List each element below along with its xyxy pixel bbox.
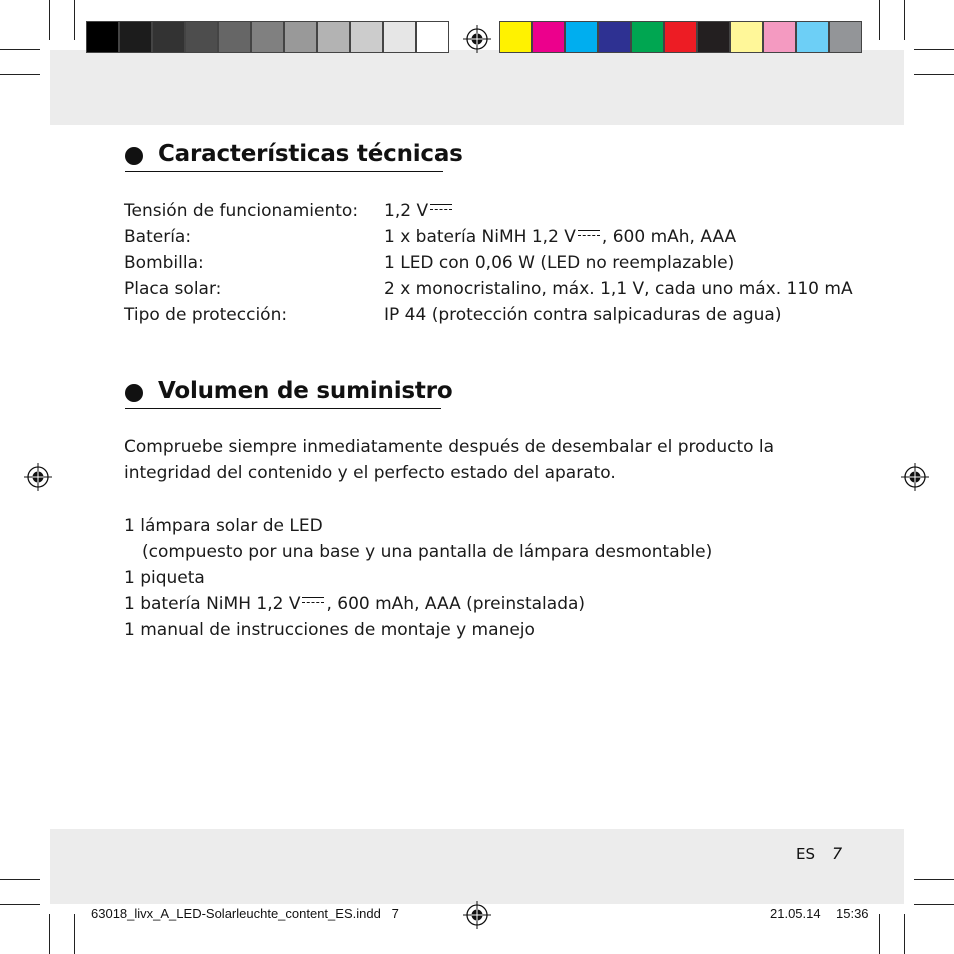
color-swatch xyxy=(383,21,416,53)
section-title-contents: Volumen de suministro xyxy=(158,378,453,404)
color-swatches xyxy=(499,21,862,55)
registration-mark-icon xyxy=(901,463,929,491)
crop-mark xyxy=(49,0,50,40)
spec-value: 1 LED con 0,06 W (LED no reemplazable) xyxy=(384,253,735,273)
crop-mark xyxy=(914,879,954,880)
color-swatch xyxy=(499,21,532,53)
color-swatch xyxy=(598,21,631,53)
list-item-sub: (compuesto por una base y una pantalla de lámpara desmontable) xyxy=(142,542,713,562)
spec-label: Batería: xyxy=(124,227,192,247)
spec-label: Bombilla: xyxy=(124,253,204,273)
crop-mark xyxy=(879,914,880,954)
spec-value: 2 x monocristalino, máx. 1,1 V, cada uno máx. 110 mA xyxy=(384,279,853,299)
section-title-specs: Características técnicas xyxy=(158,141,463,167)
page-language: ES xyxy=(796,845,815,863)
bottom-band xyxy=(50,829,904,904)
color-swatch xyxy=(730,21,763,53)
color-swatch xyxy=(284,21,317,53)
spec-label: Placa solar: xyxy=(124,279,222,299)
crop-mark xyxy=(914,49,954,50)
top-band xyxy=(50,50,904,125)
spec-value: 1,2 V xyxy=(384,198,454,224)
spec-label: Tipo de protección: xyxy=(124,305,288,325)
crop-mark xyxy=(74,914,75,954)
slug-filename: 63018_livx_A_LED-Solarleuchte_content_ES.indd 7 xyxy=(91,906,399,921)
color-swatch xyxy=(532,21,565,53)
color-swatch xyxy=(119,21,152,53)
spec-value: 1 x batería NiMH 1,2 V , 600 mAh, AAA xyxy=(384,227,737,247)
crop-mark xyxy=(0,879,40,880)
section-bullet-icon xyxy=(125,384,143,402)
crop-mark xyxy=(914,74,954,75)
section-title-underline xyxy=(125,408,441,409)
color-swatch xyxy=(829,21,862,53)
color-swatch xyxy=(631,21,664,53)
crop-mark xyxy=(914,904,954,905)
color-swatch xyxy=(664,21,697,53)
section-bullet-icon xyxy=(125,147,143,165)
color-swatch xyxy=(565,21,598,53)
color-swatch xyxy=(350,21,383,53)
registration-mark-icon xyxy=(463,901,491,929)
color-swatch xyxy=(763,21,796,53)
crop-mark xyxy=(0,49,40,50)
slug-date: 21.05.14 xyxy=(770,906,821,921)
page-number: 7 xyxy=(832,844,843,863)
crop-mark xyxy=(0,74,40,75)
slug-time: 15:36 xyxy=(836,906,869,921)
list-item: 1 lámpara solar de LED xyxy=(124,516,323,536)
dc-symbol-icon xyxy=(578,230,600,240)
section-title-underline xyxy=(125,171,443,172)
intro-line: integridad del contenido y el perfecto estado del aparato. xyxy=(124,463,616,483)
color-swatch xyxy=(218,21,251,53)
color-swatch xyxy=(86,21,119,53)
gray-swatches xyxy=(86,21,449,55)
crop-mark xyxy=(74,0,75,40)
color-swatch xyxy=(152,21,185,53)
crop-mark xyxy=(904,914,905,954)
list-item: 1 piqueta xyxy=(124,568,205,588)
crop-mark xyxy=(904,0,905,40)
color-swatch xyxy=(796,21,829,53)
dc-symbol-icon xyxy=(430,204,452,214)
crop-mark xyxy=(0,904,40,905)
registration-mark-icon xyxy=(24,463,52,491)
spec-label: Tensión de funcionamiento: xyxy=(124,201,359,221)
crop-mark xyxy=(49,914,50,954)
color-swatch xyxy=(185,21,218,53)
list-item: 1 batería NiMH 1,2 V , 600 mAh, AAA (preinstalada) xyxy=(124,594,586,614)
intro-line: Compruebe siempre inmediatamente después de desembalar el producto la xyxy=(124,437,775,457)
dc-symbol-icon xyxy=(302,597,324,607)
color-swatch xyxy=(697,21,730,53)
list-item: 1 manual de instrucciones de montaje y manejo xyxy=(124,620,535,640)
color-swatch xyxy=(251,21,284,53)
color-swatch xyxy=(416,21,449,53)
spec-value: IP 44 (protección contra salpicaduras de agua) xyxy=(384,305,782,325)
color-swatch xyxy=(317,21,350,53)
crop-mark xyxy=(879,0,880,40)
registration-mark-icon xyxy=(463,25,491,53)
